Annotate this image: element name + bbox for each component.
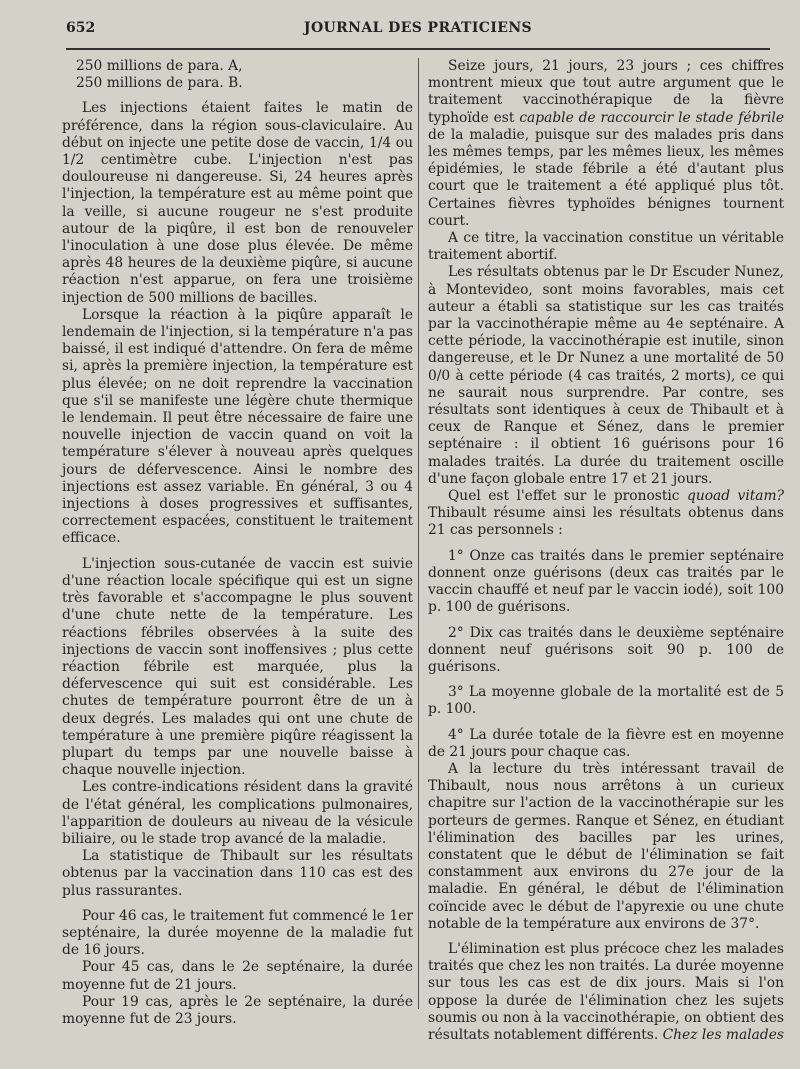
result-item-1: 1° Onze cas traités dans le premier septénaire donnent onze guérisons (deux cas traités par le vaccin chauffé et neuf par le vaccin iodé), soit 100 p. 100 de guérisons. (428, 547, 784, 616)
paragraph-abortive-treatment: A ce titre, la vaccination constitue un véritable traitement abortif. (428, 230, 784, 264)
page-number: 652 (66, 20, 96, 36)
result-item-2: 2° Dix cas traités dans le deuxième septénaire donnent neuf guérisons soit 90 p. 100 de guérisons. (428, 624, 784, 675)
paragraph-local-reaction: L'injection sous-cutanée de vaccin est suivie d'une réaction locale spécifique qui est un signe très favorable et s'accompagne le plus souvent d'une chute nette de la température. Les réactions fébriles observées à la suite des injections de vaccin sont inoffensives ; plus cette réaction fébrile est marquée, plus la défervescence qui suit est considérable. Les chutes de température pourront être de un à deux degrés. Les malades qui ont une chute de température à une première piqûre réagissent la plupart du temps par une nouvelle baisse à chaque nouvelle injection. (62, 555, 413, 779)
dose-line-b: 250 millions de para. B. (76, 75, 243, 92)
paragraph-reaction: Lorsque la réaction à la piqûre apparaît le lendemain de l'injection, si la température n'a pas baissé, il est indiqué d'attendre. On fera de même si, après la première injection, la température est plus élevée; on ne doit reprendre la vaccination que s'il se manifeste une légère chute thermique le lendemain. Il peut être nécessaire de faire une nouvelle injection de vaccin quand on voit la température s'élever à nouveau après quelques jours de défervescence. Ainsi le nombre des injections est assez variable. En général, 3 ou 4 injections à doses progressives et suffisantes, correctement espacées, constituent le traitement efficace. (62, 306, 413, 547)
paragraph-46-cases: Pour 46 cas, le traitement fut commencé le 1er septénaire, la durée moyenne de la maladie fut de 16 jours. (62, 907, 413, 959)
left-column (62, 58, 413, 1027)
paragraph-nunez-results: Les résultats obtenus par le Dr Escuder Nunez, à Montevideo, sont moins favorables, mais cet auteur a établi sa statistique sur les cas traités par la vaccinothérapie même au 4e septénaire. A cette période, la vaccinothérapie est inutile, sinon dangereuse, et le Dr Nunez a une mortalité de 50 0/0 à cette période (4 cas traités, 2 morts), ce qui ne saurait nous surprendre. Par contre, ses résultats sont identiques à ceux de Thibault et à ceux de Ranque et Sénez, dans le premier septénaire : il obtient 16 guérisons pour 16 malades traités. La durée du traitement oscille d'une façon globale entre 17 et 21 jours. (428, 264, 784, 487)
paragraph-contraindications: Les contre-indications résident dans la gravité de l'état général, les complications pulmonaires, l'apparition de douleurs au niveau de la vésicule biliaire, ou le stade trop avancé de la maladie. (62, 779, 413, 847)
paragraph-statistics: La statistique de Thibault sur les résultats obtenus par la vaccination dans 110 cas est des plus rassurantes. (62, 848, 413, 899)
paragraph-prognosis (428, 488, 784, 540)
paragraph-germ-carriers: A la lecture du très intéressant travail de Thibault, nous nous arrêtons à un curieux chapitre sur l'action de la vaccinothérapie sur les porteurs de germes. Ranque et Sénez, en étudiant l'élimination des bacilles par les urines, constatent que le début de l'élimination se fait constamment aux environs du 27e jour de la maladie. En général, le début de l'élimination coïncide avec le début de l'apyrexie ou une chute notable de la température aux environs de 37°. (428, 760, 784, 932)
paragraph-seize-jours (428, 58, 784, 230)
text-run: Quel est l'effet sur le pronostic (448, 488, 687, 505)
emphasis-text: quoad vitam? (687, 488, 784, 505)
paragraph-injections: Les injections étaient faites le matin de préférence, dans la région sous-claviculaire. Au début on injecte une petite dose de vaccin, 1/4 ou 1/2 centimètre cube. L'injection n'est pas douloureuse ni dangereuse. Si, 24 heures après l'injection, la température est au même point que la veille, si aucune rougeur ne s'est produite autour de la piqûre, il est bon de renouveler l'inoculation à une dose plus élevée. De même après 48 heures de la deuxième piqûre, si aucune réaction n'est apparue, on fera une troisième injection de 500 millions de bacilles. (62, 100, 413, 306)
header-rule (66, 48, 770, 50)
text-run: L'élimination est plus précoce chez les malades traités que chez les non traités. La durée moyenne sur tous les cas est de dix jours. Mais si l'on oppose la durée de l'élimination chez les sujets soumis ou non à la vaccinothérapie, on obtient des résultats notablement différents. (428, 940, 784, 1043)
result-item-3: 3° La moyenne globale de la mortalité est de 5 p. 100. (428, 684, 784, 718)
emphasis-text: Chez les malades (662, 1026, 784, 1043)
right-column (428, 58, 784, 1043)
text-run: Thibault résume ainsi les résultats obtenus dans 21 cas personnels : (428, 505, 784, 539)
journal-title: JOURNAL DES PRATICIENS (303, 20, 533, 36)
result-item-4: 4° La durée totale de la fièvre est en moyenne de 21 jours pour chaque cas. (428, 726, 784, 760)
paragraph-45-cases: Pour 45 cas, dans le 2e septénaire, la durée moyenne fut de 21 jours. (62, 959, 413, 993)
dose-line-a: 250 millions de para. A, (76, 58, 243, 74)
emphasis-text: capable de raccourcir le stade fébrile (519, 109, 784, 126)
paragraph-elimination (428, 941, 784, 1044)
text-run: de la maladie, puisque sur des malades pris dans les mêmes temps, par les mêmes lieux, les mêmes épidémies, le stade fébrile a été d'autant plus court que le traitement a été appliqué plus tôt. Certaines fièvres typhoïdes bénignes tournent court. (428, 126, 784, 229)
running-header (66, 14, 770, 46)
text-run: Seize jours, 21 jours, 23 jours ; ces chiffres montrent mieux que tout autre argument que le traitement vaccinothérapique de la fièvre typhoïde est (428, 58, 784, 126)
column-divider (418, 58, 419, 1009)
paragraph-19-cases: Pour 19 cas, après le 2e septénaire, la durée moyenne fut de 23 jours. (62, 993, 413, 1027)
